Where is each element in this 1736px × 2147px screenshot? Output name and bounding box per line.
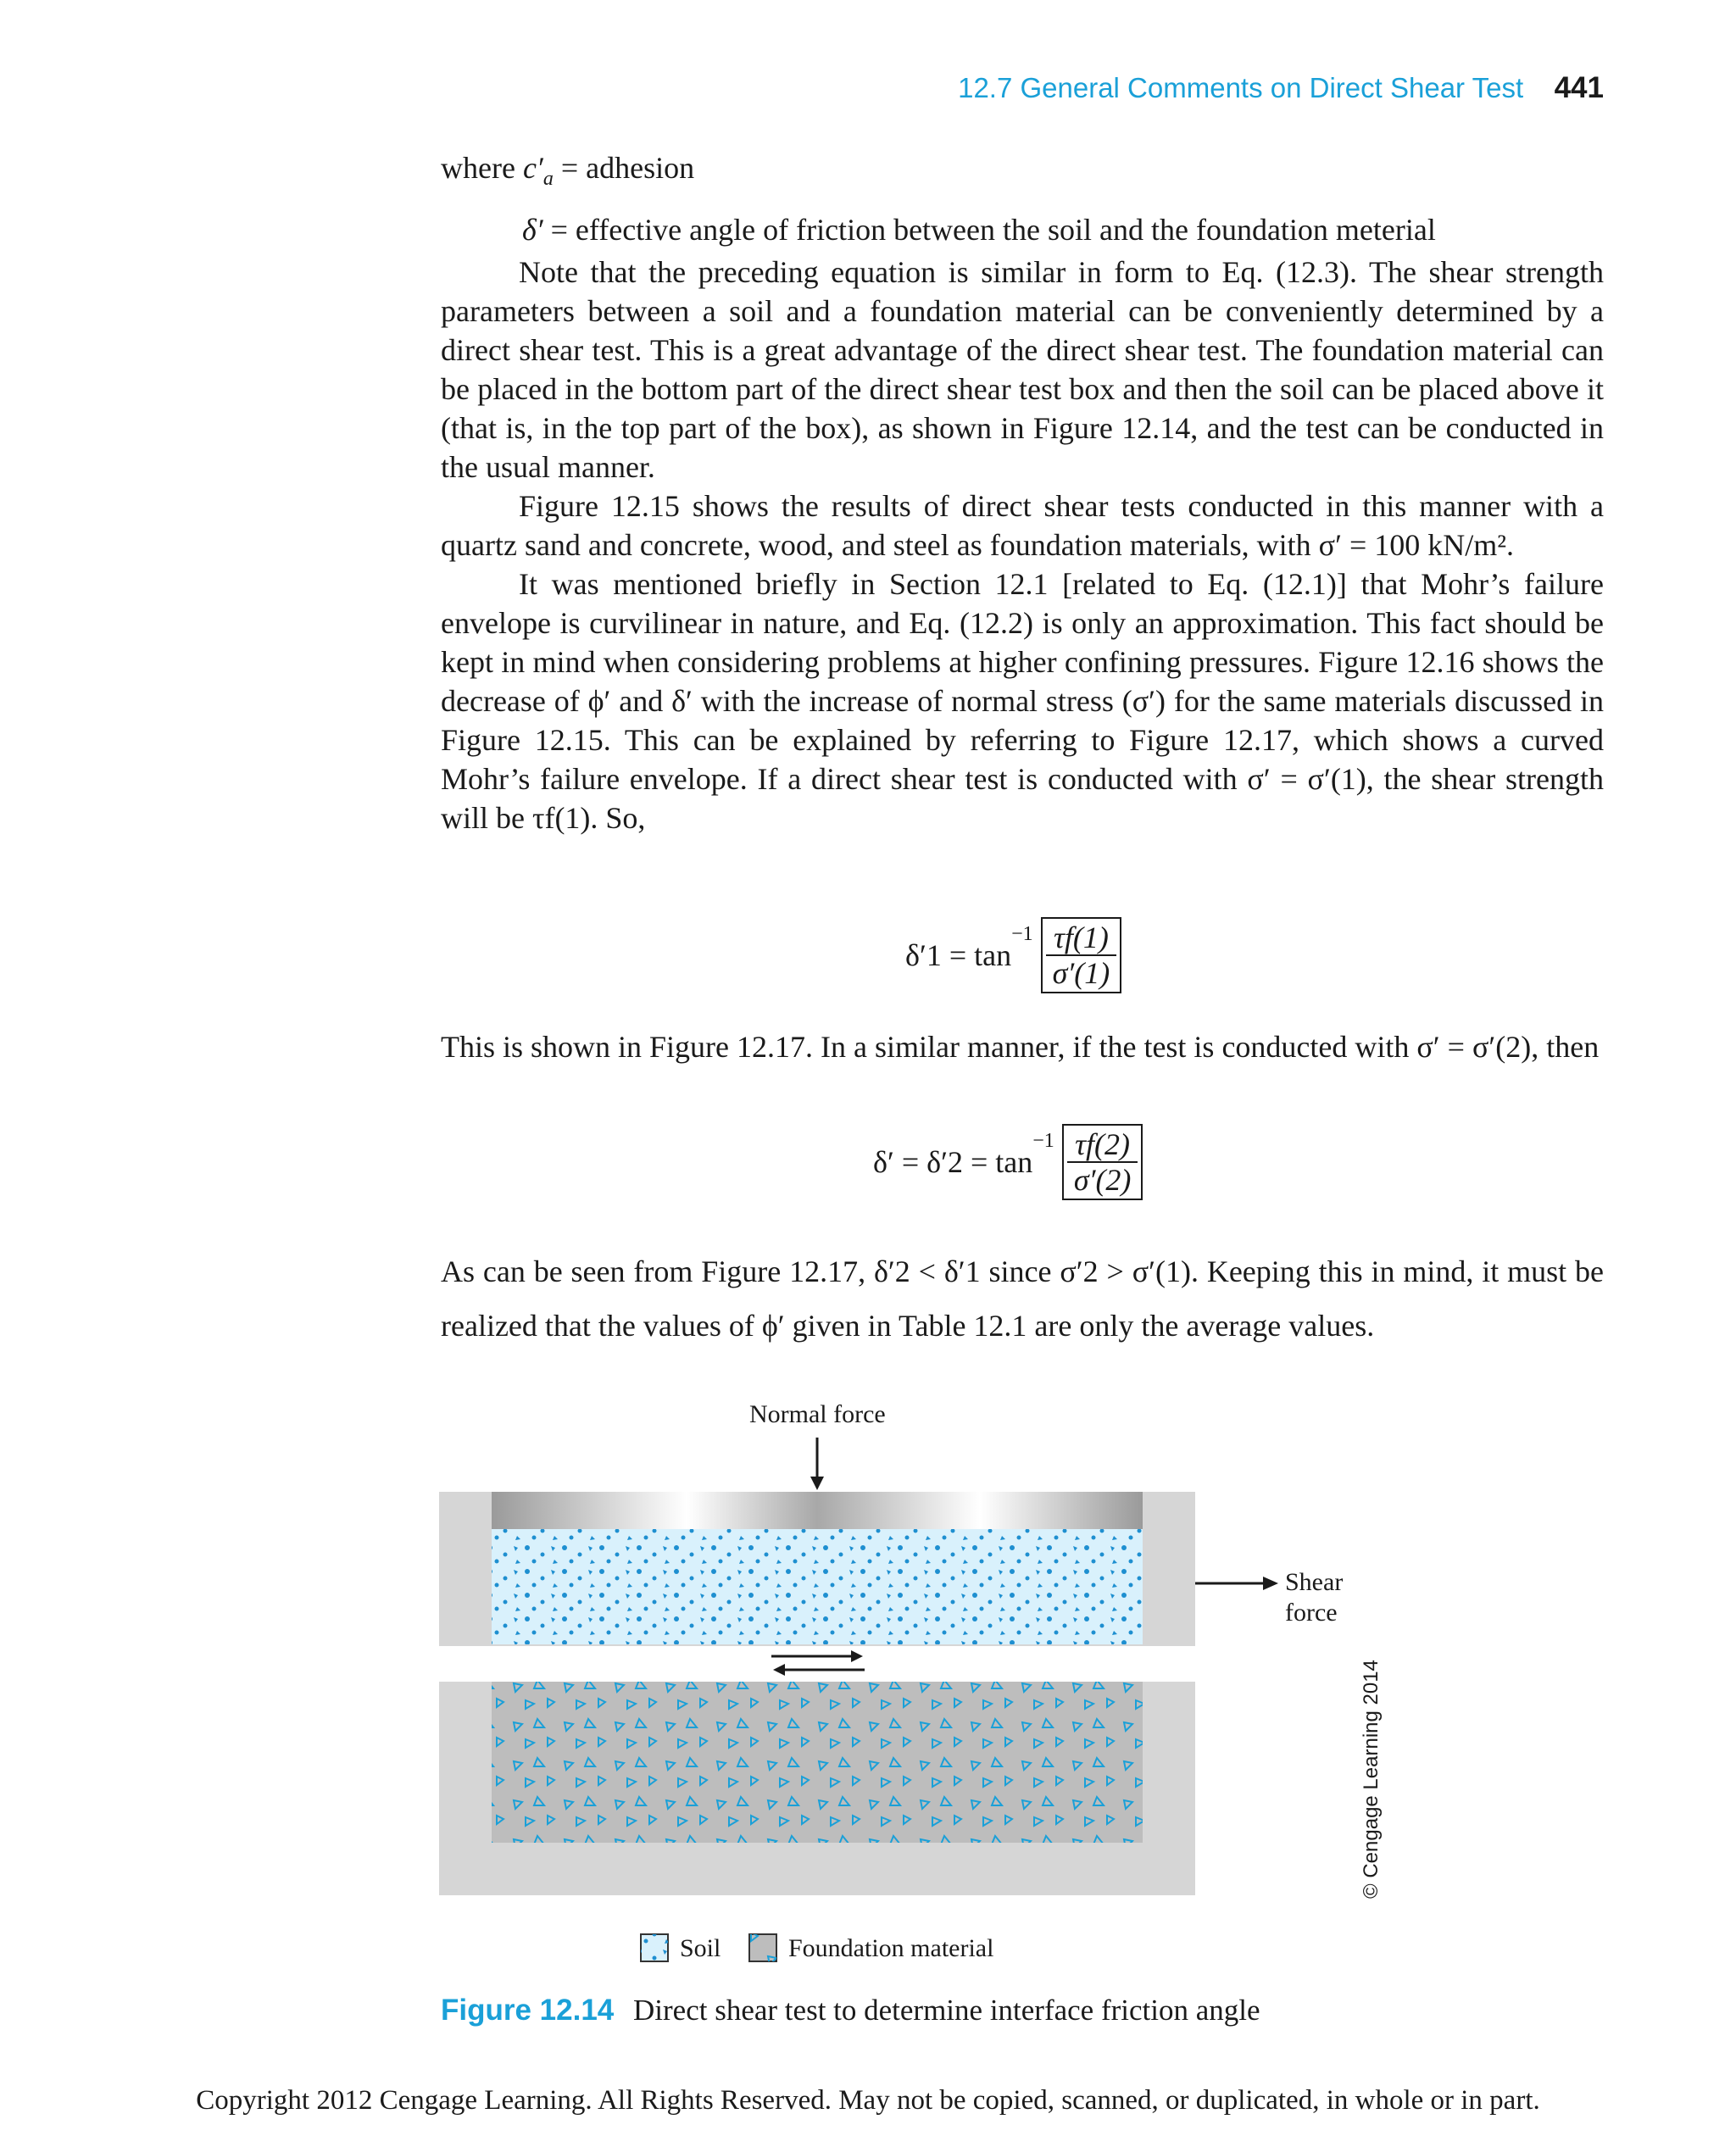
paragraph: As can be seen from Figure 12.17, δ′2 < δ′1 since σ′2 > σ′(1). Keeping this in mind, it must be realized that the values of ϕ′ given in Table 12.1 are only the average values. bbox=[441, 1254, 1604, 1343]
definition-adhesion: where $c'_a$ = adhesion bbox=[441, 151, 695, 191]
paragraph: Note that the preceding equation is similar in form to Eq. (12.3). The shear strength parameters between a soil and a foundation material can be conveniently determined by a direct shear test. This is a great advantage of the direct shear test. The foundation material can be placed in the bottom part of the direct shear test box and then the soil can be placed above it (that is, in the top part of the box), as shown in Figure 12.14, and the test can be conducted in the usual manner. bbox=[441, 255, 1604, 484]
page-number: 441 bbox=[1554, 71, 1604, 104]
equation-denominator: σ′(1) bbox=[1052, 956, 1110, 990]
soil-particles bbox=[492, 1529, 1143, 1644]
legend-foundation-label: Foundation material bbox=[788, 1934, 994, 1962]
shear-force-label-line2: force bbox=[1285, 1599, 1338, 1627]
paragraph: This is shown in Figure 12.17. In a similar manner, if the test is conducted with σ′ = σ′(2), then bbox=[441, 1030, 1600, 1064]
paragraph: It was mentioned briefly in Section 12.1 [related to Eq. (12.1)] that Mohr’s failure envelope is curvilinear in nature, and Eq. (12.2) is only an approximation. This fact should be kept in mind when considering problems at higher confining pressures. Figure 12.16 shows the decrease of ϕ′ and δ′ with the increase of normal stress (σ′) for the same materials discussed in Figure 12.15. This can be explained by referring to Figure 12.17, which shows a curved Mohr’s failure envelope. If a direct shear test is conducted with σ′ = σ′(1), the shear strength will be τf(1). So, bbox=[441, 567, 1604, 835]
normal-force-arrow-head bbox=[810, 1477, 824, 1490]
equation-denominator: σ′(2) bbox=[1073, 1163, 1132, 1197]
shear-force-arrow-head bbox=[1263, 1577, 1278, 1590]
figure-caption bbox=[441, 1994, 1458, 2027]
section-title: 12.7 General Comments on Direct Shear Test bbox=[958, 72, 1524, 103]
paragraph: Figure 12.15 shows the results of direct shear tests conducted in this manner with a quartz sand and concrete, wood, and steel as foundation materials, with σ′ = 100 kN/m². bbox=[441, 489, 1604, 562]
equation-numerator: τf(1) bbox=[1046, 921, 1117, 956]
equation-delta2: $\delta' = \delta'2 = \tan^{-1}$ $\frac{\tau f(2)}{\sigma'(2)}$ bbox=[873, 1124, 1143, 1200]
figure-caption-text: Direct shear test to determine interface friction angle bbox=[633, 1994, 1260, 2027]
legend-soil-label: Soil bbox=[680, 1934, 721, 1962]
figure-number: Figure 12.14 bbox=[441, 1994, 615, 2027]
image-credit: © Cengage Learning 2014 bbox=[1360, 1660, 1383, 1899]
copyright-footer: Copyright 2012 Cengage Learning. All Rights Reserved. May not be copied, scanned, or duplicated, in whole or in part. bbox=[196, 2085, 1540, 2116]
equation-numerator: τf(2) bbox=[1067, 1127, 1138, 1163]
normal-force-label: Normal force bbox=[749, 1400, 886, 1428]
foundation-particles bbox=[492, 1682, 1143, 1843]
shear-force-label-line1: Shear bbox=[1285, 1568, 1344, 1596]
loading-plate bbox=[492, 1492, 1143, 1529]
equation-delta1: $\delta'1 = \tan^{-1}$ $\frac{\tau f(1)}{\sigma'(1)}$ bbox=[905, 917, 1121, 993]
definition-delta: δ′ = effective angle of friction between the soil and the foundation meterial bbox=[522, 213, 1436, 248]
